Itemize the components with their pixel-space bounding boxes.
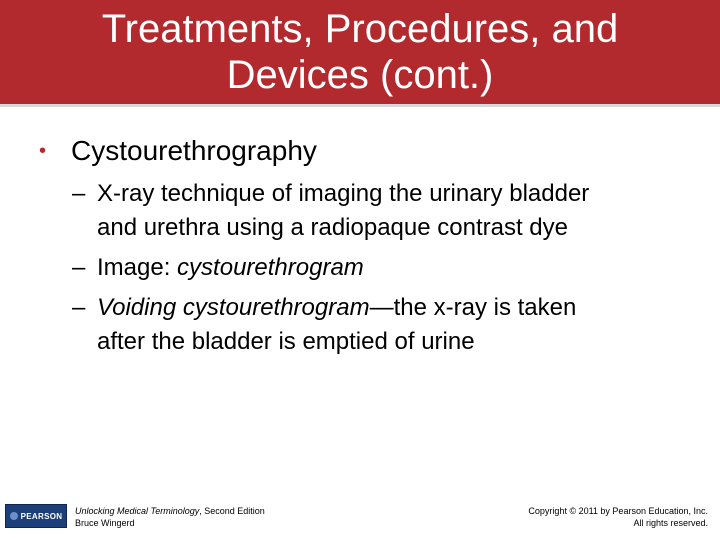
title-line-1: Treatments, Procedures, and — [101, 7, 619, 51]
sub-item-1-line-1: X-ray technique of imaging the urinary bladder — [97, 180, 590, 207]
bullet-text: Cystourethrography — [71, 135, 317, 166]
slide-footer — [0, 498, 720, 540]
pearson-logo — [5, 504, 67, 528]
sub-item-3-term: Voiding cystourethrogram — [97, 294, 370, 321]
copyright-line-2: All rights reserved. — [633, 518, 708, 528]
sub-item-3-rest: —the x-ray is taken — [369, 294, 577, 321]
sub-item-text — [97, 291, 687, 359]
dash-marker: – — [72, 254, 86, 281]
pearson-logo-icon — [10, 512, 18, 520]
sub-item-2-prefix: Image: — [97, 254, 178, 281]
book-edition: , Second Edition — [199, 506, 265, 516]
copyright-line-1: Copyright © 2011 by Pearson Education, Inc. — [528, 506, 708, 516]
sub-item-text — [97, 177, 687, 245]
dash-marker: – — [72, 180, 86, 207]
book-citation — [75, 505, 265, 529]
bullet-dot-icon: • — [39, 140, 47, 162]
sub-item-text — [97, 251, 687, 285]
book-author: Bruce Wingerd — [75, 518, 135, 528]
dash-marker: – — [72, 294, 86, 321]
logo-text: PEARSON — [20, 511, 63, 521]
sub-item-2-term: cystourethrogram — [177, 254, 364, 281]
book-title: Unlocking Medical Terminology — [75, 506, 200, 516]
title-bar — [0, 0, 720, 107]
copyright-notice — [528, 505, 708, 529]
slide-title — [0, 6, 720, 98]
sub-item-1-line-2: and urethra using a radiopaque contrast dye — [97, 214, 568, 241]
title-line-2: Devices (cont.) — [226, 53, 494, 97]
sub-item-3-line-2: after the bladder is emptied of urine — [97, 328, 475, 355]
